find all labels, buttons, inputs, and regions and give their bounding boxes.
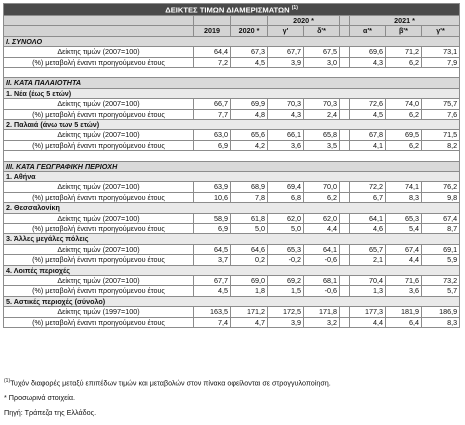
header-col: 2019 <box>194 26 231 36</box>
row-label: Δείκτης τιμών (2007=100) <box>4 244 194 254</box>
row-value: 66,1 <box>268 130 304 140</box>
row-value: 8,3 <box>386 192 422 202</box>
table-row <box>4 255 460 265</box>
row-value: 5,4 <box>386 224 422 234</box>
row-value: 177,3 <box>350 307 386 317</box>
subsection-header-label: 1. Αθήνα <box>4 172 460 182</box>
row-value: 4,7 <box>231 317 268 327</box>
row-value: 58,9 <box>194 213 231 223</box>
header-year-2020: 2020 * <box>268 15 340 25</box>
row-label: Δείκτης τιμών (2007=100) <box>4 99 194 109</box>
table-row <box>4 130 460 140</box>
row-value: 69,5 <box>386 130 422 140</box>
row-value: 8,3 <box>422 317 460 327</box>
row-value: 3,0 <box>304 57 340 67</box>
row-value: 3,9 <box>268 317 304 327</box>
row-value: 6,2 <box>386 57 422 67</box>
row-value: 70,0 <box>304 182 340 192</box>
row-value: 67,4 <box>422 213 460 223</box>
row-value: 70,3 <box>268 99 304 109</box>
row-value: 0,2 <box>231 255 268 265</box>
row-value: 64,5 <box>194 244 231 254</box>
row-value: 6,7 <box>350 192 386 202</box>
row-value: 5,9 <box>422 255 460 265</box>
row-value: 71,6 <box>386 276 422 286</box>
footnote-provisional: * Προσωρινά στοιχεία. <box>4 393 76 403</box>
row-value: 7,8 <box>231 192 268 202</box>
table-row <box>4 140 460 150</box>
row-value: 4,5 <box>194 286 231 296</box>
header-row-periods <box>4 26 460 36</box>
row-value: 70,3 <box>304 99 340 109</box>
row-value: 71,5 <box>422 130 460 140</box>
row-label: (%) μεταβολή έναντι προηγούμενου έτους <box>4 317 194 327</box>
row-label: (%) μεταβολή έναντι προηγούμενου έτους <box>4 286 194 296</box>
table-row <box>4 47 460 57</box>
row-value: 62,0 <box>268 213 304 223</box>
row-value: 68,9 <box>231 182 268 192</box>
table-row <box>4 307 460 317</box>
row-value: 7,2 <box>194 57 231 67</box>
row-value: 69,1 <box>422 244 460 254</box>
row-value: 4,1 <box>350 140 386 150</box>
row-value: 5,7 <box>422 286 460 296</box>
table-row <box>4 213 460 223</box>
footnote-rounding: $^{(1)}$Τυχόν διαφορές μεταξύ επιπέδων τιμών και μεταβολών στον πίνακα οφείλονται σε στρογγυλοποίηση. <box>4 378 331 388</box>
header-col: γ' <box>268 26 304 36</box>
row-value: 171,2 <box>231 307 268 317</box>
header-col: γ'* <box>422 26 460 36</box>
table-row <box>4 286 460 296</box>
header-col: δ'* <box>304 26 340 36</box>
row-label: Δείκτης τιμών (2007=100) <box>4 47 194 57</box>
row-label: (%) μεταβολή έναντι προηγούμενου έτους <box>4 255 194 265</box>
row-value: 63,9 <box>194 182 231 192</box>
section-header-label: III. ΚΑΤΑ ΓΕΩΓΡΑΦΙΚΗ ΠΕΡΙΟΧΗ <box>4 161 460 171</box>
row-label: (%) μεταβολή έναντι προηγούμενου έτους <box>4 224 194 234</box>
row-value: 67,8 <box>350 130 386 140</box>
row-value: 6,8 <box>268 192 304 202</box>
row-value: 65,8 <box>304 130 340 140</box>
row-value: 7,7 <box>194 109 231 119</box>
subsection-header <box>4 234 460 244</box>
row-value: 6,2 <box>304 192 340 202</box>
subsection-header-label: 3. Άλλες μεγάλες πόλεις <box>4 234 460 244</box>
row-value: 7,4 <box>194 317 231 327</box>
section-header-label: II. ΚΑΤΑ ΠΑΛΑΙΟΤΗΤΑ <box>4 78 460 88</box>
section-header <box>4 36 460 46</box>
subsection-header <box>4 119 460 129</box>
row-value: 3,7 <box>194 255 231 265</box>
row-value: 2,1 <box>350 255 386 265</box>
row-value: 75,7 <box>422 99 460 109</box>
subsection-header-label: 4. Λοιπές περιοχές <box>4 265 460 275</box>
spacer-row <box>4 67 460 77</box>
row-value: 4,5 <box>231 57 268 67</box>
subsection-header <box>4 172 460 182</box>
row-value: 64,4 <box>194 47 231 57</box>
table-row <box>4 192 460 202</box>
row-value: 8,7 <box>422 224 460 234</box>
row-value: 172,5 <box>268 307 304 317</box>
row-value: -0,2 <box>268 255 304 265</box>
row-value: 66,7 <box>194 99 231 109</box>
row-value: 61,8 <box>231 213 268 223</box>
header-col: α'* <box>350 26 386 36</box>
row-value: 7,9 <box>422 57 460 67</box>
row-value: 5,0 <box>268 224 304 234</box>
section-header <box>4 161 460 171</box>
table-row <box>4 224 460 234</box>
row-value: 7,6 <box>422 109 460 119</box>
row-value: 1,5 <box>268 286 304 296</box>
row-value: 65,7 <box>350 244 386 254</box>
row-value: 3,9 <box>268 57 304 67</box>
table-row <box>4 109 460 119</box>
row-value: 67,7 <box>194 276 231 286</box>
row-value: 64,6 <box>231 244 268 254</box>
row-value: 71,2 <box>386 47 422 57</box>
row-value: 73,1 <box>422 47 460 57</box>
notes-block <box>4 378 331 417</box>
subsection-header <box>4 265 460 275</box>
section-header-label: I. ΣΥΝΟΛΟ <box>4 36 460 46</box>
row-value: 3,2 <box>304 317 340 327</box>
row-value: 181,9 <box>386 307 422 317</box>
row-value: 4,4 <box>350 317 386 327</box>
subsection-header <box>4 296 460 306</box>
row-value: 6,2 <box>386 140 422 150</box>
row-value: 67,4 <box>386 244 422 254</box>
section-header <box>4 78 460 88</box>
row-value: 4,2 <box>231 140 268 150</box>
row-value: 72,2 <box>350 182 386 192</box>
table-row <box>4 317 460 327</box>
row-value: 186,9 <box>422 307 460 317</box>
row-value: 68,1 <box>304 276 340 286</box>
row-label: (%) μεταβολή έναντι προηγούμενου έτους <box>4 57 194 67</box>
row-value: -0,6 <box>304 255 340 265</box>
row-value: 4,4 <box>386 255 422 265</box>
row-label: (%) μεταβολή έναντι προηγούμενου έτους <box>4 192 194 202</box>
row-value: 4,5 <box>350 109 386 119</box>
header-col: 2020 * <box>231 26 268 36</box>
row-value: 63,0 <box>194 130 231 140</box>
row-value: 73,2 <box>422 276 460 286</box>
row-value: 6,2 <box>386 109 422 119</box>
spacer-row <box>4 151 460 161</box>
row-value: 65,3 <box>268 244 304 254</box>
row-label: Δείκτης τιμών (2007=100) <box>4 130 194 140</box>
row-value: 10,6 <box>194 192 231 202</box>
row-value: 67,3 <box>231 47 268 57</box>
table-row <box>4 57 460 67</box>
source-note: Πηγή: Τράπεζα της Ελλάδος. <box>4 408 97 418</box>
row-value: 4,3 <box>268 109 304 119</box>
row-label: Δείκτης τιμών (2007=100) <box>4 182 194 192</box>
row-label: Δείκτης τιμών (2007=100) <box>4 213 194 223</box>
table-row <box>4 99 460 109</box>
row-value: 76,2 <box>422 182 460 192</box>
row-value: 74,1 <box>386 182 422 192</box>
row-value: 64,1 <box>304 244 340 254</box>
row-value: 5,0 <box>231 224 268 234</box>
row-value: 65,3 <box>386 213 422 223</box>
row-value: 62,0 <box>304 213 340 223</box>
row-value: 69,6 <box>350 47 386 57</box>
table-row <box>4 276 460 286</box>
row-value: 3,6 <box>268 140 304 150</box>
subsection-header-label: 5. Αστικές περιοχές (σύνολο) <box>4 296 460 306</box>
row-value: 171,8 <box>304 307 340 317</box>
row-value: 4,8 <box>231 109 268 119</box>
subsection-header-label: 2. Θεσσαλονίκη <box>4 203 460 213</box>
row-value: 6,9 <box>194 140 231 150</box>
row-value: 6,4 <box>386 317 422 327</box>
row-value: 3,6 <box>386 286 422 296</box>
row-value: 4,6 <box>350 224 386 234</box>
row-value: 74,0 <box>386 99 422 109</box>
header-year-2021: 2021 * <box>350 15 460 25</box>
subsection-header-label: 2. Παλαιά (άνω των 5 ετών) <box>4 119 460 129</box>
row-label: (%) μεταβολή έναντι προηγούμενου έτους <box>4 140 194 150</box>
row-value: 70,4 <box>350 276 386 286</box>
row-label: (%) μεταβολή έναντι προηγούμενου έτους <box>4 109 194 119</box>
table-row <box>4 244 460 254</box>
row-value: 64,1 <box>350 213 386 223</box>
subsection-header <box>4 88 460 98</box>
row-value: 72,6 <box>350 99 386 109</box>
table-row <box>4 182 460 192</box>
row-value: 4,4 <box>304 224 340 234</box>
table-title: ΔΕΙΚΤΕΣ ΤΙΜΩΝ ΔΙΑΜΕΡΙΣΜΑΤΩΝ $^{(1)}$ <box>4 4 460 16</box>
row-value: 67,5 <box>304 47 340 57</box>
row-value: 4,3 <box>350 57 386 67</box>
row-value: 69,4 <box>268 182 304 192</box>
row-value: 8,2 <box>422 140 460 150</box>
row-value: 2,4 <box>304 109 340 119</box>
row-value: 163,5 <box>194 307 231 317</box>
row-value: 1,8 <box>231 286 268 296</box>
row-value: 69,0 <box>231 276 268 286</box>
header-col: β'* <box>386 26 422 36</box>
row-label: Δείκτης τιμών (1997=100) <box>4 307 194 317</box>
table-title-row <box>4 4 460 16</box>
row-value: 3,5 <box>304 140 340 150</box>
row-value: 65,6 <box>231 130 268 140</box>
subsection-header <box>4 203 460 213</box>
row-value: -0,6 <box>304 286 340 296</box>
row-value: 1,3 <box>350 286 386 296</box>
row-value: 9,8 <box>422 192 460 202</box>
row-value: 69,9 <box>231 99 268 109</box>
row-value: 6,9 <box>194 224 231 234</box>
price-index-table <box>3 3 460 328</box>
row-label: Δείκτης τιμών (2007=100) <box>4 276 194 286</box>
row-value: 69,2 <box>268 276 304 286</box>
row-value: 67,7 <box>268 47 304 57</box>
header-row-years <box>4 15 460 25</box>
subsection-header-label: 1. Νέα (έως 5 ετών) <box>4 88 460 98</box>
